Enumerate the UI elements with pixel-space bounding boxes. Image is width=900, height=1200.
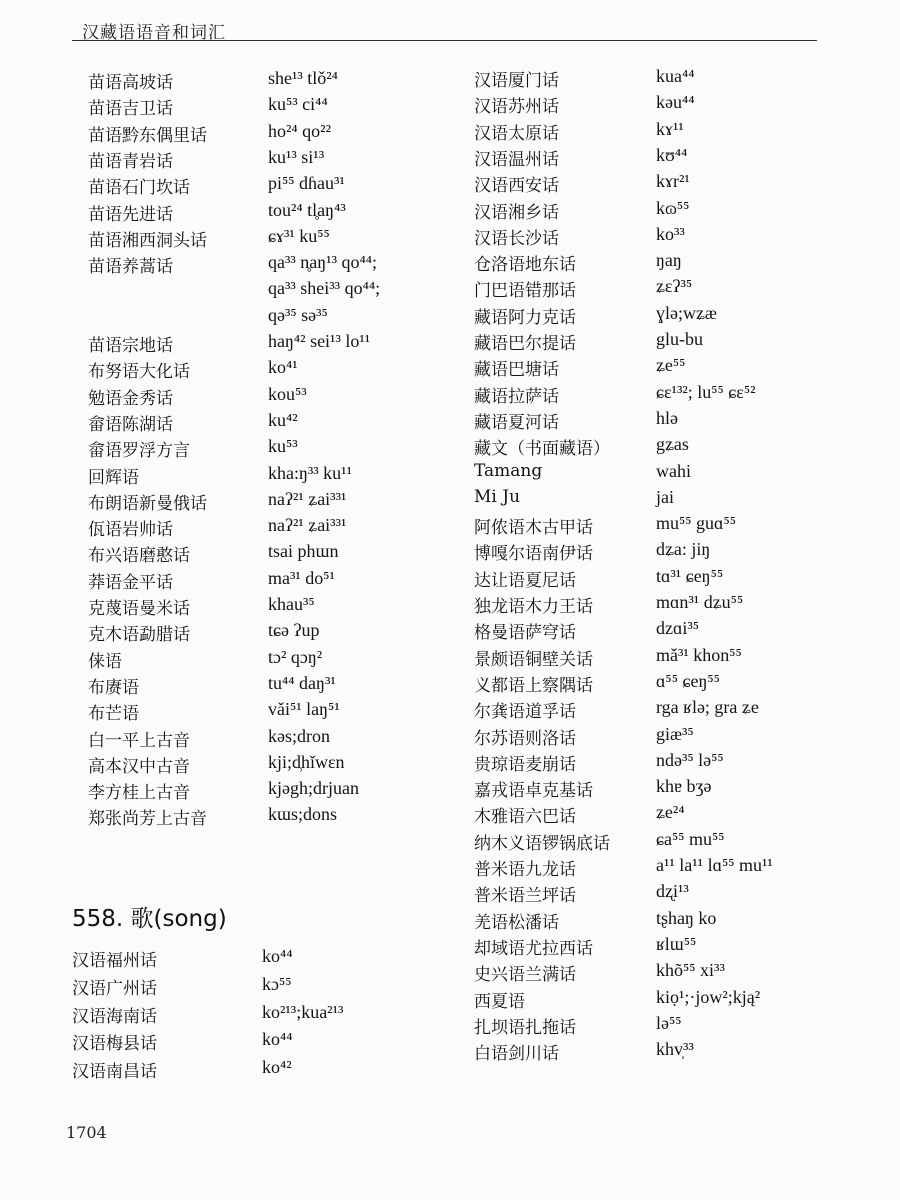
language-name: 尔龚语道孚话 (474, 702, 576, 723)
pronunciation: dzɑi³⁵ (656, 618, 700, 639)
pronunciation: kɷ⁵⁵ (656, 197, 690, 218)
pronunciation: tou²⁴ tl̥aŋ⁴³ (268, 199, 346, 220)
language-name: 尔苏语则洛话 (474, 728, 576, 749)
language-name: 阿侬语木古甲话 (474, 518, 593, 539)
pronunciation: kua⁴⁴ (656, 66, 695, 86)
language-name: 嘉戎语卓克基话 (474, 781, 593, 802)
pronunciation: naʔ²¹ ʑai³³¹ (268, 488, 347, 509)
pronunciation: qa³³ n̥aŋ¹³ qo⁴⁴; (268, 252, 378, 273)
pronunciation: ɕa⁵⁵ mu⁵⁵ (656, 828, 725, 849)
pronunciation: kəu⁴⁴ (656, 92, 695, 113)
language-name: 史兴语兰满话 (474, 965, 576, 986)
pronunciation: wahi (656, 460, 691, 481)
pronunciation: ko⁴¹ (268, 357, 298, 378)
language-name: 汉语西安话 (474, 176, 559, 197)
language-name: 汉语苏州话 (474, 97, 559, 118)
pronunciation: she¹³ tlǒ²⁴ (268, 68, 338, 88)
pronunciation: ʑe⁵⁵ (656, 355, 686, 376)
language-name: 俫语 (88, 651, 122, 672)
pronunciation: mǎ³¹ khon⁵⁵ (656, 644, 742, 665)
pronunciation: jai (656, 486, 674, 507)
language-name: 克木语勐腊话 (88, 625, 190, 646)
pronunciation: tsai phɯn (268, 541, 339, 562)
language-name: 苗语湘西洞头话 (88, 230, 207, 251)
pronunciation: ŋaŋ (656, 250, 682, 271)
pronunciation: vǎi⁵¹ laŋ⁵¹ (268, 699, 340, 720)
pronunciation: kɯs;dons (268, 804, 338, 825)
language-name: 独龙语木力王话 (474, 597, 593, 617)
language-name: 汉语厦门话 (474, 71, 559, 91)
pronunciation: tɕə ʔup (268, 620, 320, 641)
language-name: 高本汉中古音 (88, 756, 190, 777)
language-name: 苗语先进话 (88, 204, 173, 225)
language-name: 藏语巴尔提话 (474, 334, 576, 354)
language-name: 苗语高坡话 (88, 73, 173, 93)
language-name: 却域语尤拉西话 (474, 938, 593, 959)
language-name: 畲语陈湖话 (88, 414, 173, 435)
pronunciation: ku⁵³ (268, 436, 298, 457)
language-name: 白语剑川话 (474, 1044, 559, 1065)
language-name: 佤语岩帅话 (88, 520, 173, 541)
pronunciation: khv̩³³ (656, 1039, 694, 1060)
language-name: 李方桂上古音 (88, 783, 190, 804)
language-name: 纳木义语锣锅底话 (474, 833, 610, 854)
language-name: 西夏语 (474, 991, 525, 1012)
pronunciation: ɣlə;wʑæ (656, 302, 717, 323)
section-title: 558. 歌(song) (72, 906, 227, 932)
language-name: 普米语兰坪话 (474, 886, 576, 907)
page-number: 1704 (66, 1123, 107, 1142)
language-name: 贵琼语麦崩话 (474, 754, 576, 775)
language-name: 莽语金平话 (88, 572, 173, 593)
language-name: 汉语广州话 (72, 978, 157, 999)
language-name: 布兴语磨憨话 (88, 546, 190, 567)
language-name: 博嘎尔语南伊话 (474, 544, 593, 565)
language-name: 义都语上察隅话 (474, 675, 593, 696)
pronunciation: a¹¹ la¹¹ lɑ⁵⁵ mu¹¹ (656, 855, 773, 875)
pronunciation: rga ʁlə; gra ʑe (656, 697, 759, 718)
pronunciation: ko²¹³;kua²¹³ (262, 1001, 344, 1022)
pronunciation: ʁlɯ⁵⁵ (656, 933, 697, 954)
pronunciation: ku⁴² (268, 409, 298, 430)
language-name: 普米语九龙话 (474, 860, 576, 880)
language-name: 回辉语 (88, 467, 139, 488)
pronunciation: ko⁴⁴ (262, 1029, 293, 1050)
language-name: 格曼语萨穹话 (474, 623, 576, 644)
pronunciation: kiọ¹;·jow²;kją² (656, 986, 761, 1007)
pronunciation: ndə³⁵ lə⁵⁵ (656, 749, 724, 770)
pronunciation: tu⁴⁴ daŋ³¹ (268, 672, 336, 693)
pronunciation: kou⁵³ (268, 383, 307, 404)
language-name: 门巴语错那话 (474, 281, 576, 302)
language-name: 汉语长沙话 (474, 228, 559, 249)
pronunciation: ma³¹ do⁵¹ (268, 567, 335, 588)
pronunciation: tɑ³¹ ɕeŋ⁵⁵ (656, 565, 724, 586)
pronunciation: kəs;dron (268, 725, 330, 746)
language-name: 藏文（书面藏语） (474, 439, 610, 460)
pronunciation: gʑas (656, 434, 689, 455)
pronunciation: ko³³ (656, 223, 685, 244)
pronunciation: lə⁵⁵ (656, 1012, 682, 1033)
language-name: 苗语石门坎话 (88, 178, 190, 199)
pronunciation: ʑe²⁴ (656, 802, 685, 823)
pronunciation: ko⁴⁴ (262, 946, 293, 966)
language-name: 汉语太原话 (474, 123, 559, 144)
pronunciation: hlə (656, 407, 678, 428)
language-name: 苗语青岩话 (88, 151, 173, 172)
pronunciation: naʔ²¹ ʑai³³¹ (268, 515, 347, 536)
pronunciation: kɤr²¹ (656, 171, 690, 192)
pronunciation: giæ³⁵ (656, 723, 694, 744)
pronunciation: ɕɛ¹³²; lu⁵⁵ ɕɛ⁵² (656, 381, 756, 402)
language-name: 白一平上古音 (88, 730, 190, 751)
pronunciation: ku¹³ si¹³ (268, 146, 325, 167)
language-name: 扎坝语扎拖话 (474, 1017, 576, 1038)
pronunciation: ku⁵³ ci⁴⁴ (268, 94, 328, 115)
language-name: 苗语黔东偶里话 (88, 125, 207, 146)
pronunciation: haŋ⁴² sei¹³ lo¹¹ (268, 331, 371, 351)
pronunciation: qə³⁵ sə³⁵ (268, 304, 328, 325)
pronunciation: kji;d̹hǐwɛn (268, 751, 345, 772)
pronunciation: khɐ bʒə (656, 776, 712, 797)
pronunciation: ko⁴² (262, 1057, 292, 1078)
language-name: 藏语拉萨话 (474, 386, 559, 407)
pronunciation: ʑɛʔ³⁵ (656, 276, 693, 297)
pronunciation: glu-bu (656, 329, 703, 349)
language-name: 郑张尚芳上古音 (88, 809, 207, 830)
pronunciation: ɕɤ³¹ ku⁵⁵ (268, 225, 330, 246)
language-name: 藏语夏河话 (474, 412, 559, 433)
language-name: 汉语梅县话 (72, 1034, 157, 1055)
pronunciation: kjəgh;drjuan (268, 778, 359, 799)
pronunciation: dʑa: jiŋ (656, 539, 711, 560)
header-rule (72, 40, 817, 41)
pronunciation: tʂhaŋ ko (656, 907, 717, 928)
language-name: Mi Ju (474, 486, 521, 507)
language-name: 苗语养蒿话 (88, 257, 173, 278)
language-name: 景颇语铜壁关话 (474, 649, 593, 670)
language-name: 布朗语新曼俄话 (88, 493, 207, 514)
language-name: 布赓语 (88, 677, 139, 698)
language-name: 藏语阿力克话 (474, 307, 576, 328)
language-name: 汉语南昌话 (72, 1062, 157, 1083)
pronunciation: ho²⁴ qo²² (268, 120, 331, 141)
pronunciation: tɔ² qɔŋ² (268, 646, 323, 667)
language-name: 汉语福州话 (72, 951, 157, 971)
pronunciation: khõ⁵⁵ xi³³ (656, 960, 725, 981)
pronunciation: kɤ¹¹ (656, 118, 684, 139)
language-name: 布努语大化话 (88, 362, 190, 383)
language-name: 克蔑语曼米话 (88, 599, 190, 619)
running-header: 汉藏语语音和词汇 (82, 23, 226, 43)
pronunciation: kɔ⁵⁵ (262, 973, 292, 994)
pronunciation: mu⁵⁵ guɑ⁵⁵ (656, 513, 737, 534)
language-name: 苗语吉卫话 (88, 99, 173, 120)
pronunciation: kʊ⁴⁴ (656, 144, 688, 165)
language-name: 畲语罗浮方言 (88, 441, 190, 462)
language-name: 苗语宗地话 (88, 336, 173, 356)
language-name: 藏语巴塘话 (474, 360, 559, 381)
pronunciation: khau³⁵ (268, 594, 315, 614)
pronunciation: qa³³ shei³³ qo⁴⁴; (268, 278, 381, 299)
pronunciation: kha:ŋ³³ ku¹¹ (268, 462, 352, 483)
language-name: 勉语金秀话 (88, 388, 173, 409)
language-name: 达让语夏尼话 (474, 570, 576, 591)
language-name: 布芒语 (88, 704, 139, 725)
language-name: Tamang (474, 460, 543, 481)
pronunciation: ɑ⁵⁵ ɕeŋ⁵⁵ (656, 670, 720, 691)
language-name: 汉语温州话 (474, 149, 559, 170)
pronunciation: dʐi¹³ (656, 881, 689, 902)
pronunciation: mɑn³¹ dʑu⁵⁵ (656, 592, 744, 612)
language-name: 羌语松潘话 (474, 912, 559, 933)
language-name: 仓洛语地东话 (474, 255, 576, 276)
pronunciation: pi⁵⁵ dɦau³¹ (268, 173, 345, 194)
language-name: 木雅语六巴话 (474, 807, 576, 828)
language-name: 汉语湘乡话 (474, 202, 559, 223)
language-name: 汉语海南话 (72, 1006, 157, 1027)
